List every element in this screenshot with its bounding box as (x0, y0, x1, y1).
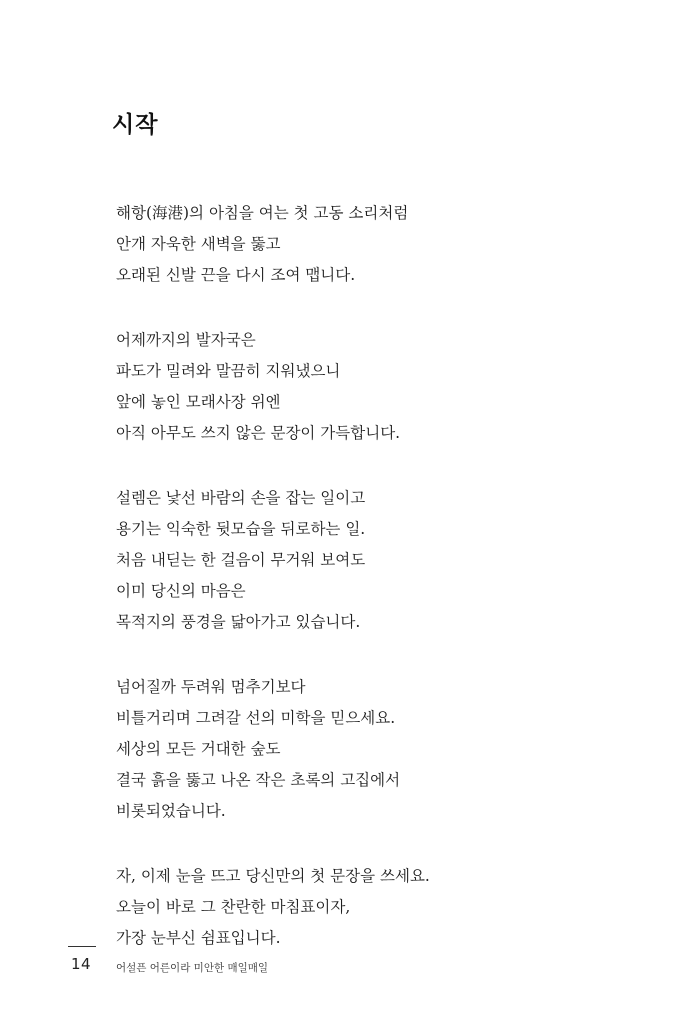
poem-line: 비롯되었습니다. (116, 802, 226, 820)
poem-line: 이미 당신의 마음은 (116, 582, 246, 600)
poem-line: 오늘이 바로 그 찬란한 마침표이자, (116, 898, 351, 916)
poem-line: 어제까지의 발자국은 (116, 331, 256, 349)
poem-line: 안개 자욱한 새벽을 뚫고 (116, 235, 281, 253)
poem-line: 해항(海港)의 아침을 여는 첫 고동 소리처럼 (116, 204, 409, 222)
poem-line: 앞에 놓인 모래사장 위엔 (116, 393, 281, 411)
poem-line: 자, 이제 눈을 뜨고 당신만의 첫 문장을 쓰세요. (116, 867, 430, 885)
poem-line: 목적지의 풍경을 닮아가고 있습니다. (116, 613, 361, 631)
stanza-1 (116, 198, 656, 291)
poem-line: 용기는 익숙한 뒷모습을 뒤로하는 일. (116, 520, 366, 538)
poem-line: 가장 눈부신 쉼표입니다. (116, 929, 281, 947)
poem-line: 넘어질까 두려워 멈추기보다 (116, 678, 306, 696)
poem-line: 오래된 신발 끈을 다시 조여 맵니다. (116, 266, 356, 284)
poem-line: 결국 흙을 뚫고 나온 작은 초록의 고집에서 (116, 771, 401, 789)
stanza-2 (116, 325, 656, 449)
poem-line: 아직 아무도 쓰지 않은 문장이 가득합니다. (116, 424, 401, 442)
footer-divider (68, 946, 96, 947)
poem-line: 비틀거리며 그려갈 선의 미학을 믿으세요. (116, 709, 396, 727)
stanza-3 (116, 483, 656, 638)
poem-line: 처음 내딛는 한 걸음이 무거워 보여도 (116, 551, 366, 569)
stanza-5 (116, 861, 656, 954)
poem-line: 파도가 밀려와 말끔히 지워냈으니 (116, 362, 341, 380)
poem-body (116, 198, 656, 988)
poem-line: 설렘은 낯선 바람의 손을 잡는 일이고 (116, 489, 366, 507)
running-footer-book-title: 어설픈 어른이라 미안한 매일매일 (116, 962, 269, 974)
poem-line: 세상의 모든 거대한 숲도 (116, 740, 281, 758)
stanza-4 (116, 672, 656, 827)
page-number: 14 (71, 955, 92, 973)
poem-title: 시작 (112, 112, 159, 138)
